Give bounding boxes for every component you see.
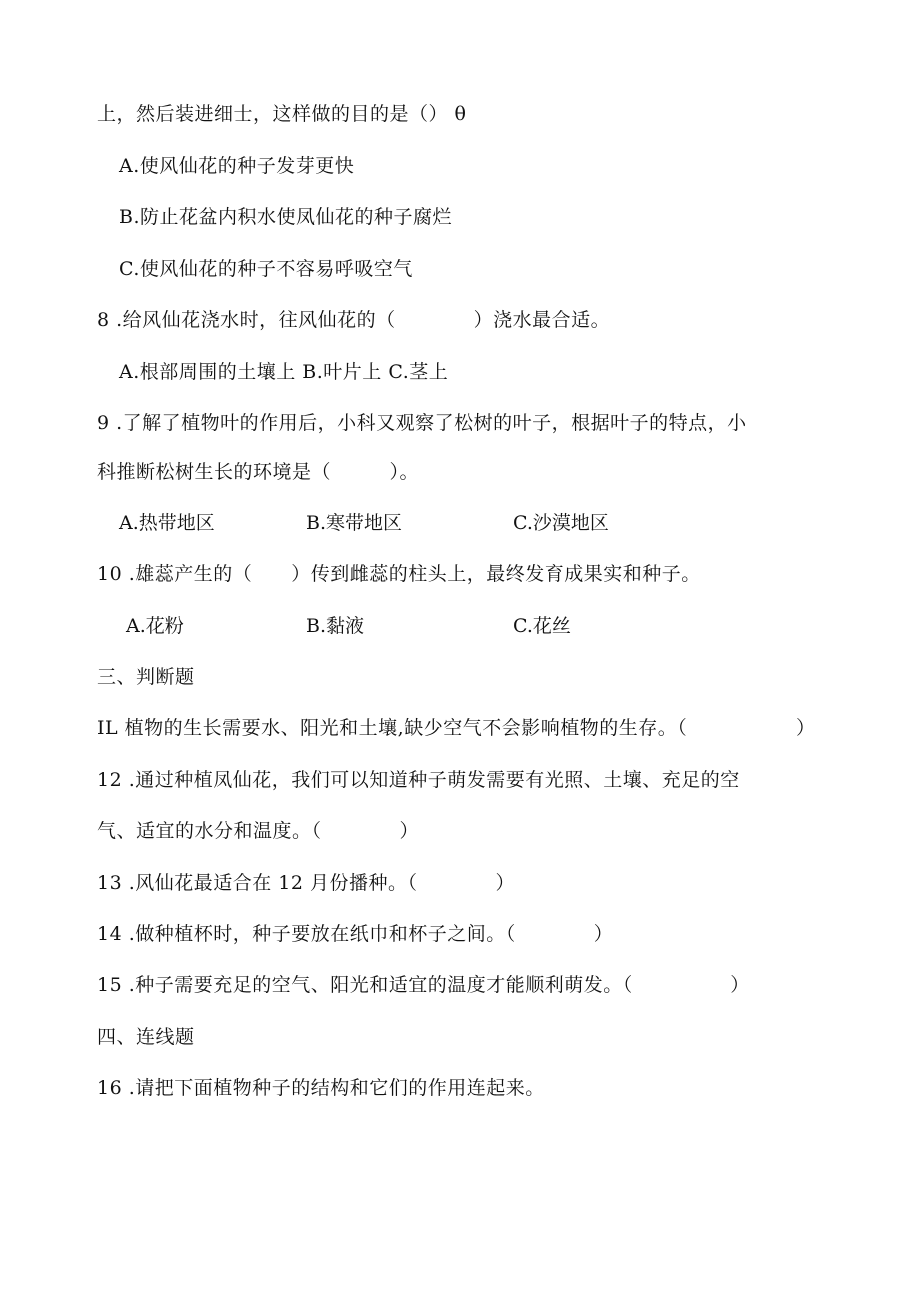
q9-question-line1: 9 .了解了植物叶的作用后，小科又观察了松树的叶子，根据叶子的特点，小 bbox=[97, 412, 747, 434]
q15-statement: 15 .种子需要充足的空气、阳光和适宜的温度才能顺利萌发。（ ） bbox=[97, 974, 750, 996]
q7-continuation: 上，然后装进细士，这样做的目的是（） θ bbox=[97, 103, 467, 125]
section-4-heading: 四、连线题 bbox=[97, 1026, 195, 1048]
q11-answer-close: ） bbox=[796, 717, 816, 739]
q16-question: 16 .请把下面植物种子的结构和它们的作用连起来。 bbox=[97, 1077, 545, 1099]
q12-statement-line1: 12 .通过种植凤仙花，我们可以知道种子萌发需要有光照、土壤、充足的空 bbox=[97, 769, 740, 791]
q7-option-b: B.防止花盆内积水使凤仙花的种子腐烂 bbox=[119, 206, 453, 228]
q12-statement-line2: 气、适宜的水分和温度。（ ） bbox=[97, 820, 420, 842]
q9-option-c: C.沙漠地区 bbox=[513, 512, 609, 534]
q7-option-a: A.使风仙花的种子发芽更快 bbox=[119, 155, 355, 177]
q9-option-b: B.寒带地区 bbox=[306, 512, 403, 534]
q11-statement: IL 植物的生长需要水、阳光和土壤,缺少空气不会影响植物的生存。（ bbox=[97, 717, 688, 739]
q10-question: 10 .雄蕊产生的（ ）传到雌蕊的柱头上，最终发育成果实和种子。 bbox=[97, 563, 701, 585]
q10-option-a: A.花粉 bbox=[126, 615, 184, 637]
q8-question: 8 .给风仙花浇水时，往风仙花的（ ）浇水最合适。 bbox=[97, 309, 611, 331]
q9-option-a: A.热带地区 bbox=[119, 512, 215, 534]
q10-option-b: B.黏液 bbox=[306, 615, 365, 637]
section-3-heading: 三、判断题 bbox=[97, 666, 195, 688]
q14-statement: 14 .做种植杯时，种子要放在纸巾和杯子之间。（ ） bbox=[97, 923, 614, 945]
q7-option-c: C.使风仙花的种子不容易呼吸空气 bbox=[119, 258, 413, 280]
q10-option-c: C.花丝 bbox=[513, 615, 571, 637]
q13-statement: 13 .风仙花最适合在 12 月份播种。（ ） bbox=[97, 872, 516, 894]
q8-options: A.根部周围的土壤上 B.叶片上 C.茎上 bbox=[119, 361, 449, 383]
q9-question-line2: 科推断松树生长的环境是（ ）。 bbox=[97, 461, 420, 483]
